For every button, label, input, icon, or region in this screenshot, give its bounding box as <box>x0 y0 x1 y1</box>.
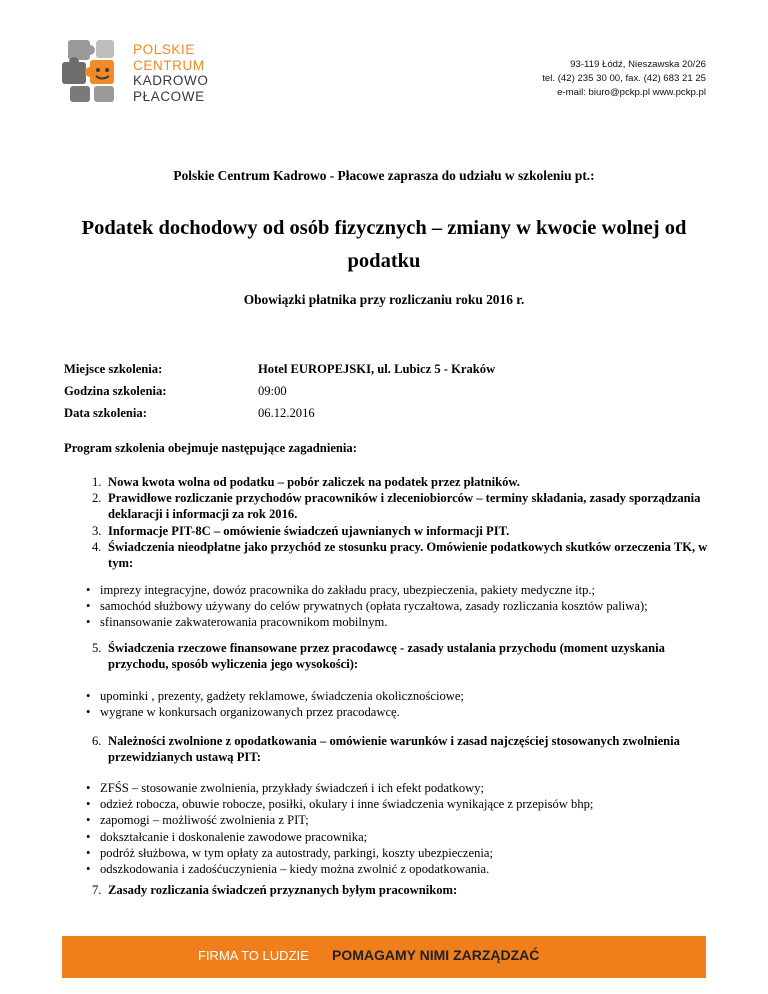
list-item: 1. Nowa kwota wolna od podatku – pobór zaliczek na podatek przez płatników. <box>92 475 520 489</box>
place-value: Hotel EUROPEJSKI, ul. Lubicz 5 - Kraków <box>258 362 496 376</box>
logo-line-4: PŁACOWE <box>133 88 205 104</box>
list-item: 3. Informacje PIT-8C – omówienie świadczeń ujawnianych w informacji PIT. <box>92 523 510 538</box>
logo-line-2: CENTRUM <box>133 57 205 73</box>
program-list-5 <box>92 640 708 672</box>
list-item: 2. Prawidłowe rozliczanie przychodów pracowników i zleceniobiorców – terminy składania, zasady sporządzania deklaracji i informacji za rok 2016. <box>92 491 701 522</box>
logo-line-3: KADROWO <box>133 73 209 88</box>
bullet-item: • imprezy integracyjne, dowóz pracownika do zakładu pracy, ubezpieczenia, pakiety medyczne itp.; <box>86 583 596 597</box>
info-row-date <box>64 402 495 424</box>
bullet-list-6 <box>86 780 728 877</box>
program-list-1-4 <box>92 474 708 571</box>
time-value: 09:00 <box>258 384 287 398</box>
footer-slogan-right: POMAGAMY NIMI ZARZĄDZAĆ <box>332 947 540 963</box>
program-list-6 <box>92 733 708 765</box>
list-item: 6. Należności zwolnione z opodatkowania – omówienie warunków i zasad najczęściej stosowanych zwolnienia przewidzianych ustawą PIT: <box>92 734 680 765</box>
bullet-item: • ZFŚS – stosowanie zwolnienia, przykłady świadczeń i ich efekt podatkowy; <box>86 781 485 795</box>
info-row-time <box>64 380 495 402</box>
bullet-item: • upominki , prezenty, gadżety reklamowe, świadczenia okolicznościowe; <box>86 689 464 703</box>
puzzle-logo-icon <box>60 34 132 106</box>
bullet-item: • sfinansowanie zakwaterowania pracownikom mobilnym. <box>86 615 388 630</box>
place-label: Miejsce szkolenia: <box>64 362 163 376</box>
company-logo <box>60 34 220 106</box>
contact-phones: tel. (42) 235 30 00, fax. (42) 683 21 25 <box>542 73 706 84</box>
training-info <box>64 358 495 424</box>
bullet-list-4 <box>86 582 728 631</box>
contact-address: 93-119 Łódź, Nieszawska 20/26 <box>570 59 706 70</box>
list-item: 5. Świadczenia rzeczowe finansowane przez pracodawcę - zasady ustalania przychodu (moment uzyskania przychodu, sposób wyliczenia jego wysokości): <box>92 641 665 672</box>
contact-email-web[interactable]: e-mail: biuro@pckp.pl www.pckp.pl <box>557 87 706 98</box>
bullet-item: • zapomogi – możliwość zwolnienia z PIT; <box>86 813 309 828</box>
list-item: 7. Zasady rozliczania świadczeń przyznanych byłym pracownikom: <box>92 883 458 897</box>
footer-banner <box>62 936 706 978</box>
date-label: Data szkolenia: <box>64 406 147 420</box>
program-list-7 <box>92 882 708 898</box>
contact-block <box>542 58 706 100</box>
logo-line-1: POLSKIE <box>133 42 195 57</box>
bullet-item: • odszkodowania i zadośćuczynienia – kiedy można zwolnić z opodatkowania. <box>86 862 490 877</box>
program-heading: Program szkolenia obejmuje następujące zagadnienia: <box>64 441 357 455</box>
bullet-item: • samochód służbowy używany do celów prywatnych (opłata ryczałtowa, zasady rozliczania kosztów paliwa); <box>86 599 648 614</box>
bullet-item: • odzież robocza, obuwie robocze, posiłki, okulary i inne świadczenia wynikające z przepisów bhp; <box>86 797 594 812</box>
training-subtitle: Obowiązki płatnika przy rozliczaniu roku 2016 r. <box>243 292 525 307</box>
footer-slogan-left: FIRMA TO LUDZIE <box>198 948 309 963</box>
training-title: Podatek dochodowy od osób fizycznych – zmiany w kwocie wolnej od podatku <box>81 217 687 272</box>
bullet-item: • dokształcanie i doskonalenie zawodowe pracownika; <box>86 829 368 844</box>
date-value: 06.12.2016 <box>258 406 315 420</box>
bullet-item: • podróż służbowa, w tym opłaty za autostrady, parkingi, koszty ubezpieczenia; <box>86 845 493 860</box>
info-row-place <box>64 358 495 380</box>
bullet-item: • wygrane w konkursach organizowanych przez pracodawcę. <box>86 705 400 720</box>
time-label: Godzina szkolenia: <box>64 384 167 398</box>
intro-text: Polskie Centrum Kadrowo - Płacowe zaprasza do udziału w szkoleniu pt.: <box>173 168 595 183</box>
list-item: 4. Świadczenia nieodpłatne jako przychód ze stosunku pracy. Omówienie podatkowych skutków orzeczenia TK, w tym: <box>92 539 708 571</box>
bullet-list-5 <box>86 688 728 720</box>
